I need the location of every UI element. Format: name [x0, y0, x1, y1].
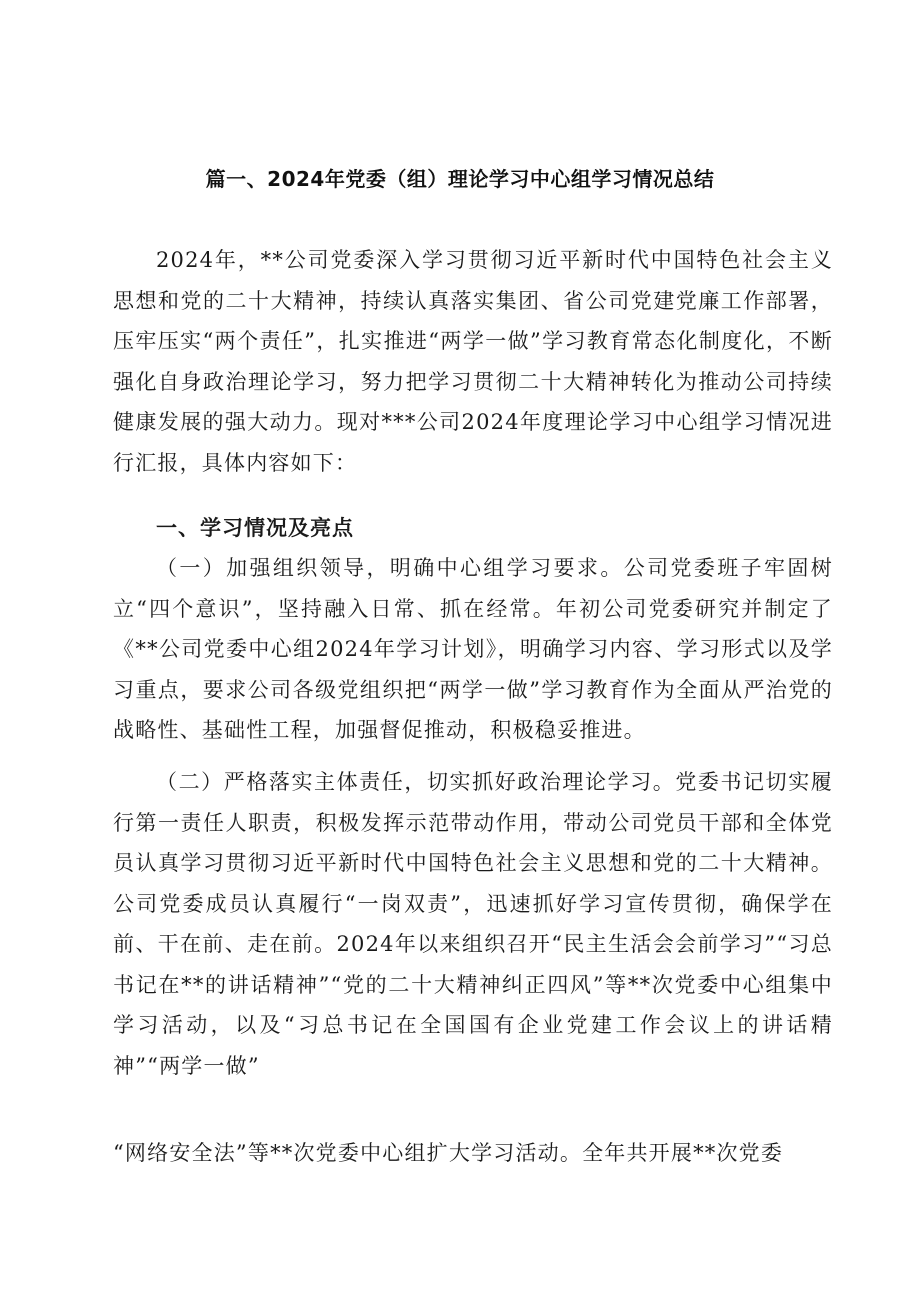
document-title: 篇一、2024年党委（组）理论学习中心组学习情况总结 [205, 167, 715, 192]
body-paragraph-1: （一）加强组织领导，明确中心组学习要求。公司党委班子牢固树立“四个意识”，坚持融入日常、抓在经常。年初公司党委研究并制定了《**公司党委中心组2024年学习计划》，明确学习内容、学习形式以及学习重点，要求公司各级党组织把“两学一做”学习教育作为全面从严治党的战略性、基础性工程，加强督促推动，积极稳妥推进。 [113, 556, 833, 742]
section-heading: 一、学习情况及亮点 [156, 516, 354, 540]
intro-paragraph: 2024年，**公司党委深入学习贯彻习近平新时代中国特色社会主义思想和党的二十大精神，持续认真落实集团、省公司党建党廉工作部署，压牢压实“两个责任”，扎实推进“两学一做”学习教育常态化制度化，不断强化自身政治理论学习，努力把学习贯彻二十大精神转化为推动公司持续健康发展的强大动力。现对***公司2024年度理论学习中心组学习情况进行汇报，具体内容如下： [113, 248, 833, 475]
body-paragraph-2: （二）严格落实主体责任，切实抓好政治理论学习。党委书记切实履行第一责任人职责，积极发挥示范带动作用，带动公司党员干部和全体党员认真学习贯彻习近平新时代中国特色社会主义思想和党的二十大精神。公司党委成员认真履行“一岗双责”，迅速抓好学习宣传贯彻，确保学在前、干在前、走在前。2024年以来组织召开“民主生活会会前学习”“习总书记在**的讲话精神”“党的二十大精神纠正四风”等**次党委中心组集中学习活动，以及“习总书记在全国国有企业党建工作会议上的讲话精神”“两学一做” [113, 770, 833, 1078]
body-paragraph-3: “网络安全法”等**次党委中心组扩大学习活动。全年共开展**次党委 [113, 1141, 784, 1165]
